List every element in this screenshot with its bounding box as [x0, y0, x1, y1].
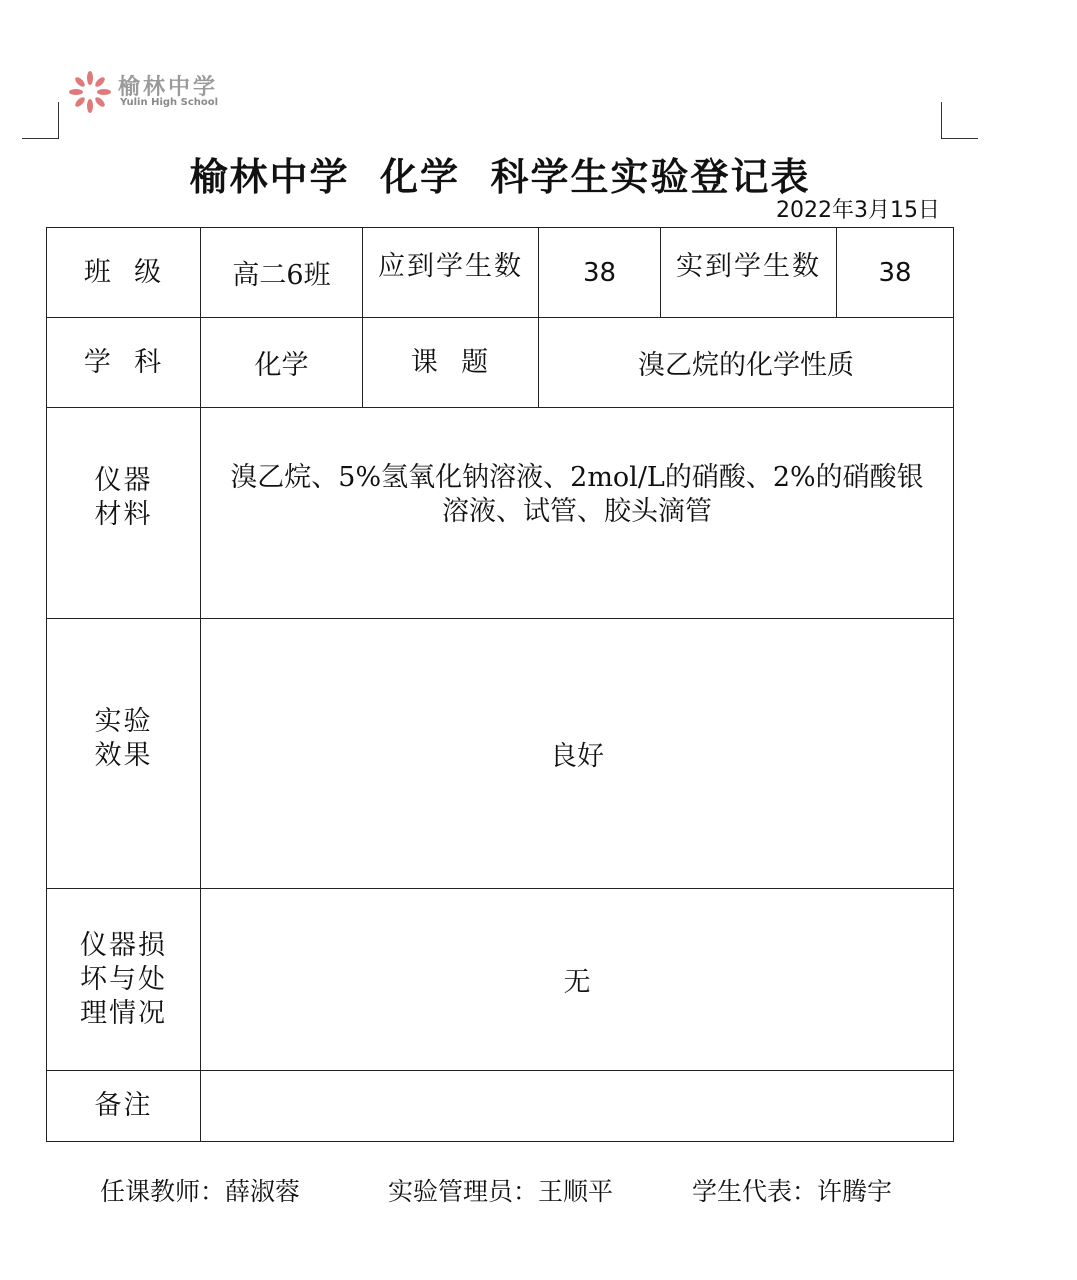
- registration-table: [46, 227, 954, 1142]
- school-logo: [68, 70, 238, 114]
- teacher-signature: 任课教师：薛淑蓉: [100, 1177, 301, 1206]
- admin-signature: 实验管理员：王顺平: [388, 1177, 614, 1206]
- class-value: 高二6班: [201, 228, 363, 318]
- table-row: [47, 408, 954, 619]
- topic-value: 溴乙烷的化学性质: [539, 318, 954, 408]
- effect-value: 良好: [201, 619, 954, 889]
- flower-logo-icon: [68, 70, 112, 114]
- remarks-value: [201, 1071, 954, 1142]
- remarks-label: 备注: [47, 1071, 201, 1142]
- table-row: [47, 889, 954, 1071]
- materials-value: 溴乙烷、5%氢氧化钠溶液、2mol/L的硝酸、2%的硝酸银溶液、试管、胶头滴管: [201, 408, 954, 619]
- crop-mark-left: [22, 102, 59, 139]
- damage-value: 无: [201, 889, 954, 1071]
- class-label: 班 级: [47, 228, 201, 318]
- table-row: [47, 318, 954, 408]
- table-row: [47, 619, 954, 889]
- table-row: [47, 228, 954, 318]
- table-row: [47, 1071, 954, 1142]
- actual-students-value: 38: [837, 228, 954, 318]
- crop-mark-right: [941, 102, 978, 139]
- expected-students-value: 38: [539, 228, 661, 318]
- materials-label: 仪器 材料: [47, 408, 201, 619]
- damage-label: 仪器损 坏与处 理情况: [47, 889, 201, 1071]
- page-title: 榆林中学 化学 科学生实验登记表: [189, 154, 811, 199]
- subject-label: 学 科: [47, 318, 201, 408]
- effect-label: 实验 效果: [47, 619, 201, 889]
- actual-students-label: 实到学生数: [661, 228, 837, 318]
- expected-students-label: 应到学生数: [363, 228, 539, 318]
- topic-label: 课 题: [363, 318, 539, 408]
- student-rep-signature: 学生代表：许腾宇: [692, 1177, 893, 1206]
- date-label: 2022年3月15日: [776, 198, 940, 223]
- subject-value: 化学: [201, 318, 363, 408]
- logo-name-en: Yulin High School: [120, 97, 219, 108]
- logo-name-cn: 榆林中学: [118, 75, 219, 100]
